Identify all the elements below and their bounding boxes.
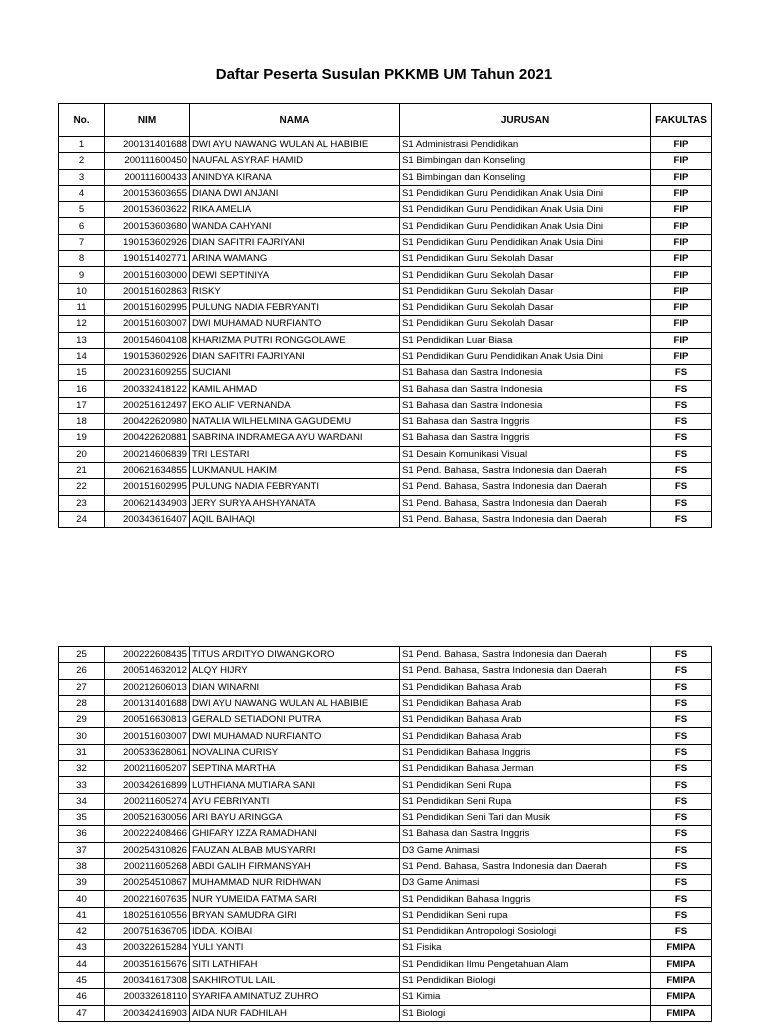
cell-no: 9 <box>59 267 105 283</box>
cell-nama: JERY SURYA AHSHYANATA <box>190 495 400 511</box>
table-row <box>59 462 712 478</box>
cell-nim: 200154604108 <box>105 332 190 348</box>
table-row <box>59 989 712 1005</box>
cell-jurusan: S1 Pend. Bahasa, Sastra Indonesia dan Daerah <box>400 495 651 511</box>
cell-fakultas: FIP <box>651 332 712 348</box>
table-body-1 <box>59 137 712 528</box>
cell-jurusan: S1 Pendidikan Ilmu Pengetahuan Alam <box>400 956 651 972</box>
cell-fakultas: FS <box>651 924 712 940</box>
cell-no: 3 <box>59 169 105 185</box>
participants-table-1 <box>58 103 712 528</box>
cell-no: 18 <box>59 414 105 430</box>
cell-nama: SITI LATHIFAH <box>190 956 400 972</box>
cell-fakultas: FIP <box>651 283 712 299</box>
cell-nim: 200516630813 <box>105 712 190 728</box>
cell-fakultas: FMIPA <box>651 940 712 956</box>
table-row <box>59 842 712 858</box>
cell-jurusan: S1 Pendidikan Guru Sekolah Dasar <box>400 283 651 299</box>
table-row <box>59 728 712 744</box>
cell-jurusan: S1 Pendidikan Guru Sekolah Dasar <box>400 251 651 267</box>
table-row <box>59 414 712 430</box>
cell-nama: YULI YANTI <box>190 940 400 956</box>
cell-nama: RISKY <box>190 283 400 299</box>
cell-nim: 200621434903 <box>105 495 190 511</box>
cell-jurusan: S1 Pendidikan Bahasa Inggris <box>400 891 651 907</box>
table-row <box>59 695 712 711</box>
cell-jurusan: S1 Pendidikan Bahasa Arab <box>400 712 651 728</box>
cell-no: 30 <box>59 728 105 744</box>
cell-no: 1 <box>59 137 105 153</box>
cell-nama: MUHAMMAD NUR RIDHWAN <box>190 875 400 891</box>
cell-jurusan: S1 Pendidikan Guru Pendidikan Anak Usia Dini <box>400 185 651 201</box>
cell-jurusan: S1 Bahasa dan Sastra Inggris <box>400 430 651 446</box>
table-row <box>59 283 712 299</box>
table-row <box>59 234 712 250</box>
cell-jurusan: S1 Pendidikan Guru Pendidikan Anak Usia Dini <box>400 218 651 234</box>
cell-fakultas: FS <box>651 907 712 923</box>
cell-nama: NUR YUMEIDA FATMA SARI <box>190 891 400 907</box>
cell-nim: 200254310826 <box>105 842 190 858</box>
cell-nama: GHIFARY IZZA RAMADHANI <box>190 826 400 842</box>
cell-nama: DWI MUHAMAD NURFIANTO <box>190 728 400 744</box>
cell-fakultas: FS <box>651 826 712 842</box>
cell-nama: SEPTINA MARTHA <box>190 761 400 777</box>
cell-no: 22 <box>59 479 105 495</box>
cell-fakultas: FS <box>651 462 712 478</box>
cell-jurusan: S1 Bahasa dan Sastra Indonesia <box>400 381 651 397</box>
cell-nim: 200342616899 <box>105 777 190 793</box>
cell-no: 24 <box>59 511 105 527</box>
cell-no: 31 <box>59 744 105 760</box>
table-row <box>59 218 712 234</box>
cell-jurusan: S1 Fisika <box>400 940 651 956</box>
cell-no: 8 <box>59 251 105 267</box>
table-row <box>59 446 712 462</box>
table-row <box>59 647 712 663</box>
cell-nama: EKO ALIF VERNANDA <box>190 397 400 413</box>
cell-fakultas: FIP <box>651 251 712 267</box>
cell-fakultas: FIP <box>651 316 712 332</box>
cell-nim: 200254510867 <box>105 875 190 891</box>
cell-no: 26 <box>59 663 105 679</box>
cell-jurusan: S1 Pendidikan Guru Pendidikan Anak Usia Dini <box>400 202 651 218</box>
cell-nim: 200221607635 <box>105 891 190 907</box>
cell-nim: 190153602926 <box>105 234 190 250</box>
cell-nama: NATALIA WILHELMINA GAGUDEMU <box>190 414 400 430</box>
cell-nim: 200151603007 <box>105 316 190 332</box>
cell-fakultas: FMIPA <box>651 956 712 972</box>
table-row <box>59 267 712 283</box>
cell-fakultas: FS <box>651 728 712 744</box>
cell-nim: 200131401688 <box>105 137 190 153</box>
cell-nama: RIKA AMELIA <box>190 202 400 218</box>
table-row <box>59 397 712 413</box>
cell-fakultas: FS <box>651 381 712 397</box>
table-row <box>59 826 712 842</box>
cell-fakultas: FMIPA <box>651 1005 712 1021</box>
table-body-2 <box>59 647 712 1022</box>
cell-no: 43 <box>59 940 105 956</box>
cell-no: 21 <box>59 462 105 478</box>
cell-no: 46 <box>59 989 105 1005</box>
cell-fakultas: FS <box>651 647 712 663</box>
cell-no: 25 <box>59 647 105 663</box>
header-fakultas: FAKULTAS <box>651 104 712 137</box>
cell-nama: SAKHIROTUL LAIL <box>190 972 400 988</box>
cell-fakultas: FS <box>651 663 712 679</box>
cell-jurusan: S1 Pendidikan Seni Tari dan Musik <box>400 809 651 825</box>
cell-nim: 200222608435 <box>105 647 190 663</box>
cell-fakultas: FMIPA <box>651 972 712 988</box>
cell-fakultas: FIP <box>651 267 712 283</box>
cell-nama: AIDA NUR FADHILAH <box>190 1005 400 1021</box>
cell-nama: DIAN SAFITRI FAJRIYANI <box>190 348 400 364</box>
table-row <box>59 891 712 907</box>
cell-nim: 190153602926 <box>105 348 190 364</box>
cell-nama: BRYAN SAMUDRA GIRI <box>190 907 400 923</box>
cell-nim: 200151603000 <box>105 267 190 283</box>
table-row <box>59 495 712 511</box>
cell-nama: IDDA. KOIBAI <box>190 924 400 940</box>
table-row <box>59 365 712 381</box>
table-row <box>59 137 712 153</box>
cell-nim: 200341617308 <box>105 972 190 988</box>
cell-no: 38 <box>59 858 105 874</box>
cell-fakultas: FS <box>651 744 712 760</box>
cell-no: 14 <box>59 348 105 364</box>
cell-jurusan: S1 Bahasa dan Sastra Indonesia <box>400 365 651 381</box>
cell-fakultas: FS <box>651 495 712 511</box>
table-row <box>59 185 712 201</box>
cell-nim: 180251610556 <box>105 907 190 923</box>
cell-jurusan: S1 Pendidikan Seni Rupa <box>400 793 651 809</box>
cell-jurusan: D3 Game Animasi <box>400 875 651 891</box>
table-row <box>59 940 712 956</box>
cell-nama: KAMIL AHMAD <box>190 381 400 397</box>
cell-nama: NAUFAL ASYRAF HAMID <box>190 153 400 169</box>
cell-nim: 200151602863 <box>105 283 190 299</box>
cell-fakultas: FS <box>651 414 712 430</box>
cell-jurusan: S1 Pendidikan Seni rupa <box>400 907 651 923</box>
cell-no: 4 <box>59 185 105 201</box>
table-row <box>59 511 712 527</box>
cell-fakultas: FIP <box>651 348 712 364</box>
cell-fakultas: FS <box>651 809 712 825</box>
table-row <box>59 793 712 809</box>
table-row <box>59 348 712 364</box>
cell-jurusan: S1 Bahasa dan Sastra Indonesia <box>400 397 651 413</box>
cell-no: 32 <box>59 761 105 777</box>
cell-nama: LUTHFIANA MUTIARA SANI <box>190 777 400 793</box>
table-row <box>59 712 712 728</box>
cell-no: 40 <box>59 891 105 907</box>
cell-no: 11 <box>59 299 105 315</box>
cell-nim: 200151602995 <box>105 299 190 315</box>
cell-jurusan: S1 Pendidikan Bahasa Inggris <box>400 744 651 760</box>
cell-jurusan: S1 Biologi <box>400 1005 651 1021</box>
cell-jurusan: S1 Pendidikan Seni Rupa <box>400 777 651 793</box>
cell-nim: 200533628061 <box>105 744 190 760</box>
cell-fakultas: FIP <box>651 185 712 201</box>
cell-fakultas: FIP <box>651 169 712 185</box>
cell-fakultas: FIP <box>651 202 712 218</box>
cell-no: 5 <box>59 202 105 218</box>
cell-nim: 200131401688 <box>105 695 190 711</box>
cell-jurusan: S1 Pend. Bahasa, Sastra Indonesia dan Daerah <box>400 511 651 527</box>
cell-jurusan: S1 Pendidikan Bahasa Jerman <box>400 761 651 777</box>
cell-fakultas: FIP <box>651 299 712 315</box>
cell-nim: 200153603622 <box>105 202 190 218</box>
cell-fakultas: FS <box>651 761 712 777</box>
cell-no: 13 <box>59 332 105 348</box>
table-row <box>59 316 712 332</box>
cell-nim: 200521630056 <box>105 809 190 825</box>
cell-nim: 200222408466 <box>105 826 190 842</box>
cell-jurusan: S1 Pendidikan Bahasa Arab <box>400 695 651 711</box>
cell-nama: SABRINA INDRAMEGA AYU WARDANI <box>190 430 400 446</box>
cell-fakultas: FIP <box>651 218 712 234</box>
cell-fakultas: FS <box>651 511 712 527</box>
cell-no: 28 <box>59 695 105 711</box>
cell-jurusan: S1 Desain Komunikasi Visual <box>400 446 651 462</box>
cell-no: 34 <box>59 793 105 809</box>
cell-nama: KHARIZMA PUTRI RONGGOLAWE <box>190 332 400 348</box>
cell-fakultas: FIP <box>651 153 712 169</box>
cell-nim: 200343616407 <box>105 511 190 527</box>
cell-nim: 200332418122 <box>105 381 190 397</box>
cell-no: 29 <box>59 712 105 728</box>
cell-nama: TITUS ARDITYO DIWANGKORO <box>190 647 400 663</box>
cell-no: 12 <box>59 316 105 332</box>
table-row <box>59 875 712 891</box>
cell-no: 10 <box>59 283 105 299</box>
cell-fakultas: FS <box>651 446 712 462</box>
cell-nama: PULUNG NADIA FEBRYANTI <box>190 479 400 495</box>
cell-jurusan: S1 Pend. Bahasa, Sastra Indonesia dan Daerah <box>400 479 651 495</box>
cell-no: 47 <box>59 1005 105 1021</box>
cell-nama: DWI AYU NAWANG WULAN AL HABIBIE <box>190 137 400 153</box>
cell-fakultas: FS <box>651 842 712 858</box>
cell-nim: 200211605207 <box>105 761 190 777</box>
table-row <box>59 153 712 169</box>
cell-nim: 200214606839 <box>105 446 190 462</box>
cell-no: 15 <box>59 365 105 381</box>
cell-no: 37 <box>59 842 105 858</box>
cell-fakultas: FS <box>651 875 712 891</box>
cell-jurusan: S1 Administrasi Pendidikan <box>400 137 651 153</box>
table-row <box>59 761 712 777</box>
header-nama: NAMA <box>190 104 400 137</box>
cell-nama: ARI BAYU ARINGGA <box>190 809 400 825</box>
cell-nim: 200251612497 <box>105 397 190 413</box>
cell-nama: ARINA WAMANG <box>190 251 400 267</box>
cell-nim: 200422620881 <box>105 430 190 446</box>
cell-nama: ABDI GALIH FIRMANSYAH <box>190 858 400 874</box>
table-row <box>59 679 712 695</box>
cell-fakultas: FS <box>651 891 712 907</box>
table-row <box>59 907 712 923</box>
table-row <box>59 663 712 679</box>
cell-nim: 200151603007 <box>105 728 190 744</box>
cell-nim: 200351615676 <box>105 956 190 972</box>
cell-nama: ALQY HIJRY <box>190 663 400 679</box>
table-row <box>59 809 712 825</box>
cell-nama: DWI MUHAMAD NURFIANTO <box>190 316 400 332</box>
cell-nim: 200322615284 <box>105 940 190 956</box>
cell-nama: SYARIFA AMINATUZ ZUHRO <box>190 989 400 1005</box>
cell-nim: 200153603655 <box>105 185 190 201</box>
table-row <box>59 972 712 988</box>
cell-nim: 200212606013 <box>105 679 190 695</box>
table-row <box>59 381 712 397</box>
cell-fakultas: FS <box>651 397 712 413</box>
cell-jurusan: S1 Pend. Bahasa, Sastra Indonesia dan Daerah <box>400 858 651 874</box>
cell-nim: 200621634855 <box>105 462 190 478</box>
table-row <box>59 332 712 348</box>
cell-no: 7 <box>59 234 105 250</box>
page-title: Daftar Peserta Susulan PKKMB UM Tahun 2021 <box>215 66 553 83</box>
cell-nama: AQIL BAIHAQI <box>190 511 400 527</box>
cell-nama: DIAN SAFITRI FAJRIYANI <box>190 234 400 250</box>
cell-fakultas: FS <box>651 679 712 695</box>
table-row <box>59 1005 712 1021</box>
cell-no: 2 <box>59 153 105 169</box>
cell-nim: 200111600450 <box>105 153 190 169</box>
table-row <box>59 251 712 267</box>
cell-no: 41 <box>59 907 105 923</box>
cell-nama: NOVALINA CURISY <box>190 744 400 760</box>
cell-jurusan: S1 Pendidikan Guru Sekolah Dasar <box>400 299 651 315</box>
table-row <box>59 202 712 218</box>
cell-jurusan: D3 Game Animasi <box>400 842 651 858</box>
cell-fakultas: FIP <box>651 234 712 250</box>
cell-no: 19 <box>59 430 105 446</box>
cell-nama: AYU FEBRIYANTI <box>190 793 400 809</box>
cell-nama: DEWI SEPTINIYA <box>190 267 400 283</box>
cell-no: 39 <box>59 875 105 891</box>
cell-jurusan: S1 Pendidikan Bahasa Arab <box>400 728 651 744</box>
cell-nim: 200332618110 <box>105 989 190 1005</box>
cell-nim: 200514632012 <box>105 663 190 679</box>
cell-fakultas: FIP <box>651 137 712 153</box>
cell-nama: DIAN WINARNI <box>190 679 400 695</box>
cell-fakultas: FMIPA <box>651 989 712 1005</box>
cell-nim: 200422620980 <box>105 414 190 430</box>
cell-jurusan: S1 Bimbingan dan Konseling <box>400 153 651 169</box>
cell-nama: GERALD SETIADONI PUTRA <box>190 712 400 728</box>
cell-jurusan: S1 Pendidikan Guru Sekolah Dasar <box>400 267 651 283</box>
cell-no: 6 <box>59 218 105 234</box>
cell-no: 20 <box>59 446 105 462</box>
cell-no: 45 <box>59 972 105 988</box>
cell-nama: LUKMANUL HAKIM <box>190 462 400 478</box>
cell-nama: PULUNG NADIA FEBRYANTI <box>190 299 400 315</box>
cell-nama: TRI LESTARI <box>190 446 400 462</box>
cell-jurusan: S1 Bimbingan dan Konseling <box>400 169 651 185</box>
cell-nim: 200342416903 <box>105 1005 190 1021</box>
cell-fakultas: FS <box>651 479 712 495</box>
cell-no: 35 <box>59 809 105 825</box>
cell-jurusan: S1 Pendidikan Bahasa Arab <box>400 679 651 695</box>
cell-nama: DIANA DWI ANJANI <box>190 185 400 201</box>
cell-no: 42 <box>59 924 105 940</box>
cell-fakultas: FS <box>651 430 712 446</box>
cell-jurusan: S1 Bahasa dan Sastra Inggris <box>400 414 651 430</box>
cell-jurusan: S1 Pendidikan Biologi <box>400 972 651 988</box>
table-row <box>59 430 712 446</box>
cell-fakultas: FS <box>651 793 712 809</box>
cell-nama: FAUZAN ALBAB MUSYARRI <box>190 842 400 858</box>
cell-jurusan: S1 Pendidikan Guru Pendidikan Anak Usia Dini <box>400 348 651 364</box>
cell-no: 44 <box>59 956 105 972</box>
cell-jurusan: S1 Pend. Bahasa, Sastra Indonesia dan Daerah <box>400 462 651 478</box>
cell-no: 17 <box>59 397 105 413</box>
table-row <box>59 169 712 185</box>
cell-nama: SUCIANI <box>190 365 400 381</box>
header-nim: NIM <box>105 104 190 137</box>
table-row <box>59 299 712 315</box>
cell-nim: 200111600433 <box>105 169 190 185</box>
cell-nim: 200211605274 <box>105 793 190 809</box>
cell-fakultas: FS <box>651 858 712 874</box>
cell-no: 23 <box>59 495 105 511</box>
cell-fakultas: FS <box>651 777 712 793</box>
cell-nim: 200151602995 <box>105 479 190 495</box>
cell-jurusan: S1 Pendidikan Guru Pendidikan Anak Usia Dini <box>400 234 651 250</box>
cell-nama: ANINDYA KIRANA <box>190 169 400 185</box>
table-row <box>59 956 712 972</box>
cell-nim: 200211605268 <box>105 858 190 874</box>
cell-no: 33 <box>59 777 105 793</box>
cell-fakultas: FS <box>651 365 712 381</box>
cell-jurusan: S1 Pendidikan Luar Biasa <box>400 332 651 348</box>
table-header-row <box>59 104 712 137</box>
cell-fakultas: FS <box>651 712 712 728</box>
cell-nama: WANDA CAHYANI <box>190 218 400 234</box>
cell-no: 36 <box>59 826 105 842</box>
cell-nama: DWI AYU NAWANG WULAN AL HABIBIE <box>190 695 400 711</box>
cell-no: 16 <box>59 381 105 397</box>
cell-nim: 200751636705 <box>105 924 190 940</box>
cell-no: 27 <box>59 679 105 695</box>
cell-nim: 190151402771 <box>105 251 190 267</box>
cell-jurusan: S1 Pendidikan Guru Sekolah Dasar <box>400 316 651 332</box>
header-jurusan: JURUSAN <box>400 104 651 137</box>
cell-jurusan: S1 Kimia <box>400 989 651 1005</box>
cell-fakultas: FS <box>651 695 712 711</box>
table-row <box>59 924 712 940</box>
header-no: No. <box>59 104 105 137</box>
table-row <box>59 744 712 760</box>
table-row <box>59 479 712 495</box>
cell-jurusan: S1 Bahasa dan Sastra Inggris <box>400 826 651 842</box>
participants-table-2 <box>58 646 712 1022</box>
cell-jurusan: S1 Pend. Bahasa, Sastra Indonesia dan Daerah <box>400 647 651 663</box>
cell-jurusan: S1 Pend. Bahasa, Sastra Indonesia dan Daerah <box>400 663 651 679</box>
cell-nim: 200231609255 <box>105 365 190 381</box>
cell-nim: 200153603680 <box>105 218 190 234</box>
table-row <box>59 777 712 793</box>
cell-jurusan: S1 Pendidikan Antropologi Sosiologi <box>400 924 651 940</box>
table-row <box>59 858 712 874</box>
